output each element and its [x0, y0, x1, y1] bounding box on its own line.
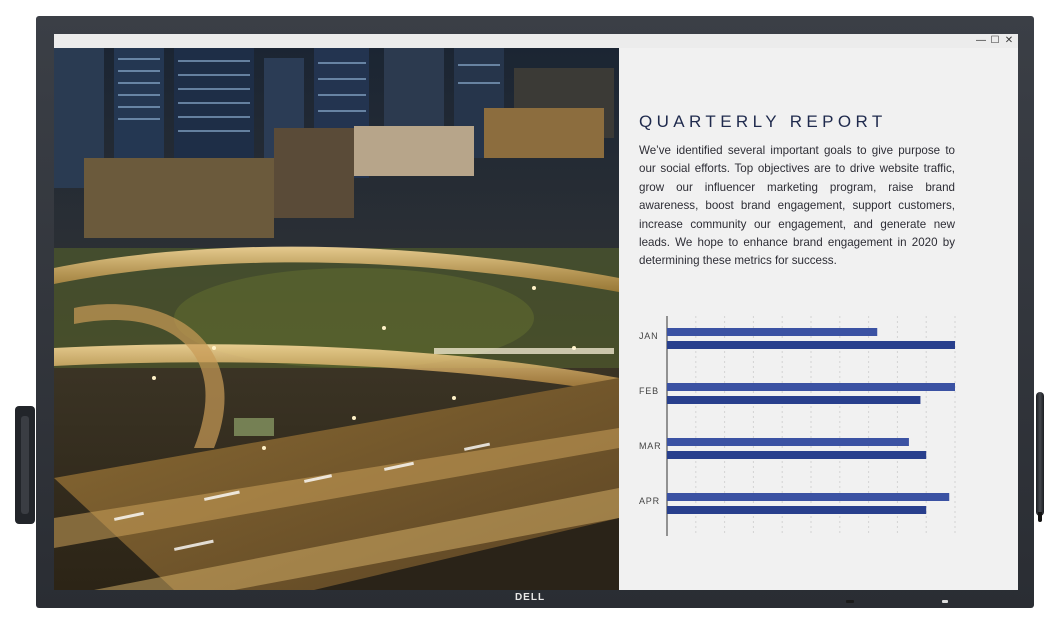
bar-jan-1 — [667, 328, 877, 336]
bar-apr-1 — [667, 493, 949, 501]
quarterly-bar-chart — [629, 308, 969, 588]
bar-feb-2 — [667, 396, 920, 404]
report-panel — [619, 48, 1018, 590]
city-highway-photo — [54, 48, 619, 590]
window-controls — [976, 34, 1014, 48]
bar-feb-1 — [667, 383, 955, 391]
screen — [54, 34, 1018, 590]
category-label: MAR — [639, 441, 662, 451]
report-body: We’ve identified several important goals to give purpose to our social efforts. Top objectives are to drive website traffic, grow our influencer marketing program, raise brand awareness, boost brand engagement, support customers, increase community our engagement, and generate new leads. We hope to enhance brand engagement in 2020 by determining these metrics for success. — [639, 144, 955, 268]
close-button[interactable]: ✕ — [1004, 35, 1014, 46]
stylus-tip — [1038, 512, 1042, 522]
sensor-dot — [846, 600, 854, 603]
category-label: APR — [639, 496, 660, 506]
category-label: JAN — [639, 331, 659, 341]
bar-mar-2 — [667, 451, 926, 459]
power-led — [942, 600, 948, 603]
minimize-button[interactable]: — — [976, 35, 986, 46]
stylus-pen — [1036, 392, 1044, 516]
category-label: FEB — [639, 386, 659, 396]
maximize-button[interactable]: ☐ — [990, 35, 1000, 46]
dell-logo: DELL — [514, 592, 546, 603]
bar-mar-1 — [667, 438, 909, 446]
bar-apr-2 — [667, 506, 926, 514]
report-title: QUARTERLY REPORT — [639, 112, 887, 131]
bar-jan-2 — [667, 341, 955, 349]
left-handle — [15, 406, 35, 524]
window-titlebar — [54, 34, 1018, 48]
